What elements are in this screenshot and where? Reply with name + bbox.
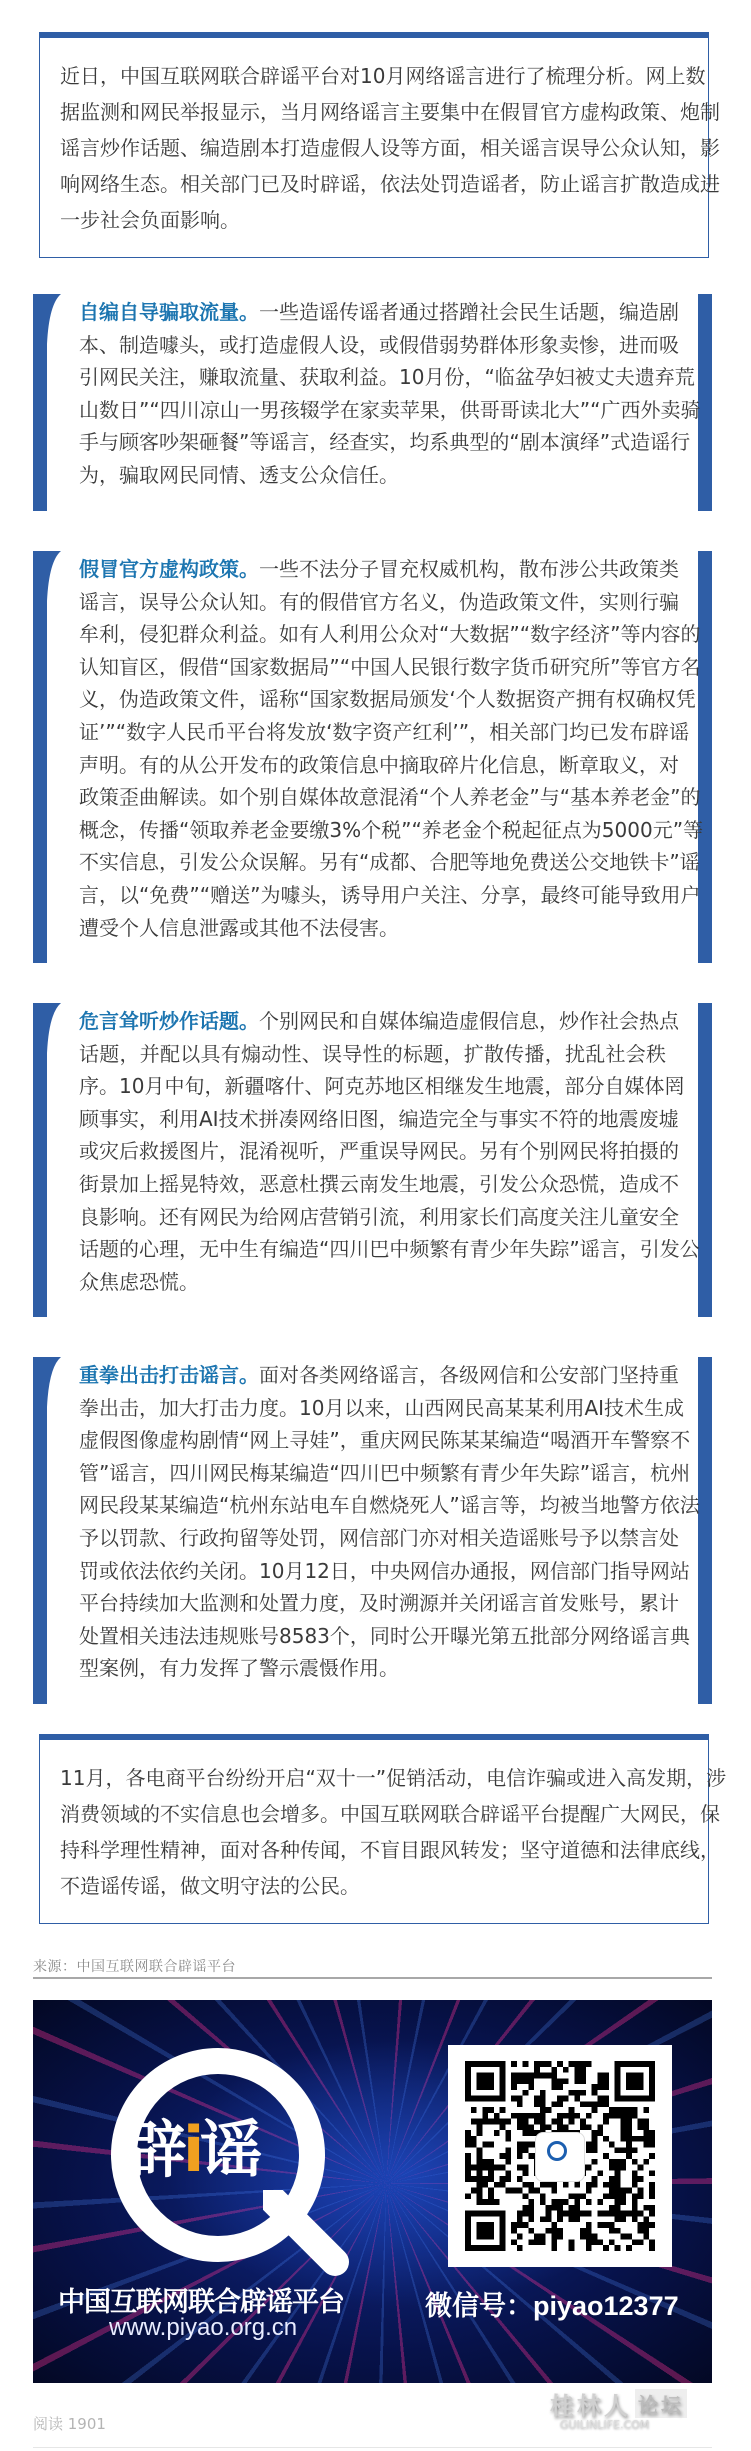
text-line <box>79 1424 691 1457</box>
text-line <box>60 58 706 94</box>
text-line <box>79 1555 690 1588</box>
text-line <box>79 1201 679 1234</box>
line-text: 持科学理性精神，面对各种传闻，不盲目跟风转发；坚守道德和法律底线， <box>60 1838 720 1862</box>
line-text: 消费领域的不实信息也会增多。中国互联网联合辟谣平台提醒广大网民，保 <box>60 1802 720 1826</box>
read-count: 阅读 1901 <box>33 2415 106 2433</box>
section-fake-policy <box>33 551 712 963</box>
text-line <box>79 912 666 945</box>
text-line <box>79 846 700 879</box>
line-text: 不实信息，引发公众误解。另有“成都、合肥等地免费送公交地铁卡”谣 <box>79 850 700 875</box>
line-text: 证’”“数字人民币平台将发放‘数字资产红利’”，相关部门均已发布辟谣 <box>79 719 690 744</box>
text-line <box>60 166 720 202</box>
bottom-divider <box>33 2447 712 2448</box>
left-accent-bar <box>33 1357 47 1704</box>
text-line <box>79 716 690 749</box>
text-line <box>79 879 701 912</box>
line-text: 众焦虑恐慌。 <box>79 1269 199 1294</box>
text-line <box>79 1168 679 1201</box>
line-text: 型案例，有力发挥了警示震慑作用。 <box>79 1656 399 1681</box>
banner-url: www.piyao.org.cn <box>109 2314 298 2341</box>
watermark-logo: 桂林人 论坛 <box>550 2386 687 2421</box>
text-line <box>79 618 701 651</box>
text-line <box>79 426 691 459</box>
outro-text <box>60 1760 727 1904</box>
text-line <box>79 1489 700 1522</box>
text-line <box>79 1038 666 1071</box>
text-line <box>79 814 704 847</box>
text-line <box>79 1392 685 1425</box>
text-line <box>79 683 696 716</box>
piyao-logo: 辟i谣 <box>125 2113 259 2186</box>
text-line <box>79 1620 690 1653</box>
line-text: 序。10月中旬，新疆喀什、阿克苏地区相继发生地震，部分自媒体罔 <box>79 1074 685 1099</box>
right-accent-bar <box>698 1003 712 1317</box>
text-line <box>79 459 666 492</box>
text-line <box>79 781 701 814</box>
line-text: 言，以“免费”“赠送”为噱头，诱导用户关注、分享，最终可能导致用户 <box>79 882 701 907</box>
line-text: 政策歪曲解读。如个别自媒体故意混淆“个人养老金”与“基本养老金”的 <box>79 785 701 810</box>
text-line <box>60 130 720 166</box>
text-line <box>79 651 701 684</box>
text-line <box>79 1359 679 1392</box>
line-text: 不造谣传谣，做文明守法的公民。 <box>60 1874 360 1898</box>
line-text: 予以罚款、行政拘留等处罚，网信部门亦对相关造谣账号予以禁言处 <box>79 1525 679 1550</box>
accent-bar-cap <box>33 551 61 601</box>
text-line <box>79 1652 666 1685</box>
text-line <box>79 1135 679 1168</box>
banner-title: 中国互联网联合辟谣平台 <box>58 2287 344 2318</box>
line-text: 为，骗取网民同情、透支公众信任。 <box>79 462 399 487</box>
line-text: 牟利，侵犯群众利益。如有人利用公众对“大数据”“数字经济”等内容的 <box>79 622 701 647</box>
line-text: 街景加上摇晃特效，恶意杜撰云南发生地震，引发公众恐慌，造成不 <box>79 1171 679 1196</box>
source-label: 来源：中国互联网联合辟谣平台 <box>33 1959 236 1975</box>
text-line <box>79 329 679 362</box>
section-alarmist-topics <box>33 1003 712 1317</box>
line-text: 处置相关违法违规账号8583个，同时公开曝光第五批部分网络谣言典 <box>79 1623 690 1648</box>
line-text: 面对各类网络谣言，各级网信和公安部门坚持重 <box>259 1363 679 1387</box>
line-text: 11月，各电商平台纷纷开启“双十一”促销活动，电信诈骗或进入高发期，涉 <box>60 1766 727 1790</box>
text-line <box>79 749 679 782</box>
line-text: 手与顾客吵架砸餐”等谣言，经查实，均系典型的“剧本演绎”式造谣行 <box>79 430 691 455</box>
divider <box>33 1977 712 1979</box>
section-heading: 假冒官方虚构政策。 <box>79 557 259 581</box>
outro-box <box>39 1734 727 1924</box>
text-line <box>60 202 688 238</box>
right-accent-bar <box>698 1357 712 1704</box>
line-text: 声明。有的从公开发布的政策信息中摘取碎片化信息，断章取义，对 <box>79 752 679 777</box>
intro-text <box>60 58 720 238</box>
text-line <box>60 1796 720 1832</box>
text-line <box>60 1868 688 1904</box>
section-text <box>79 553 704 944</box>
line-text: 引网民关注，赚取流量、获取利益。10月份，“临盆孕妇被丈夫遗弃荒 <box>79 365 695 390</box>
line-text: 或灾后救援图片，混淆视听，严重误导网民。另有个别网民将拍摄的 <box>79 1139 679 1164</box>
piyao-banner-image <box>33 2000 712 2383</box>
line-text: 顾事实，利用AI技术拼凑网络旧图，编造完全与事实不符的地震废墟 <box>79 1106 679 1131</box>
qr-code-icon <box>448 2045 672 2267</box>
text-line <box>79 586 679 619</box>
text-line <box>79 1522 679 1555</box>
line-text: 一步社会负面影响。 <box>60 208 240 232</box>
section-self-directed <box>33 294 712 511</box>
section-heading: 危言耸听炒作话题。 <box>79 1009 259 1033</box>
line-text: 话题的心理，无中生有编造“四川巴中频繁有青少年失踪”谣言，引发公 <box>79 1237 700 1262</box>
watermark-sub: GUILINLIFE.COM <box>560 2418 650 2431</box>
line-text: 义，伪造政策文件，谣称“国家数据局颁发‘个人数据资产拥有权确权凭 <box>79 687 696 712</box>
line-text: 网民段某某编造“杭州东站电车自燃烧死人”谣言等，均被当地警方依法 <box>79 1493 700 1518</box>
line-text: 一些造谣传谣者通过搭蹭社会民生话题，编造剧 <box>259 300 679 324</box>
text-line <box>60 94 720 130</box>
line-text: 拳出击，加大打击力度。10月以来，山西网民高某某利用AI技术生成 <box>79 1395 685 1420</box>
line-text: 个别网民和自媒体编造虚假信息，炒作社会热点 <box>259 1009 679 1033</box>
text-line <box>79 1266 666 1299</box>
text-line <box>79 1103 679 1136</box>
line-text: 响网络生态。相关部门已及时辟谣，依法处罚造谣者，防止谣言扩散造成进 <box>60 172 720 196</box>
line-text: 一些不法分子冒充权威机构，散布涉公共政策类 <box>259 557 679 581</box>
section-text <box>79 296 701 492</box>
accent-bar-cap <box>33 294 61 344</box>
banner-wechat-id: 微信号：piyao12377 <box>425 2291 679 2321</box>
section-heading: 自编自导骗取流量。 <box>79 300 259 324</box>
line-text: 罚或依法依约关闭。10月12日，中央网信办通报，网信部门指导网站 <box>79 1558 690 1583</box>
line-text: 虚假图像虚构剧情“网上寻娃”，重庆网民陈某某编造“喝酒开车警察不 <box>79 1428 691 1453</box>
section-heading: 重拳出击打击谣言。 <box>79 1363 259 1387</box>
left-accent-bar <box>33 551 47 963</box>
line-text: 平台持续加大监测和处置力度，及时溯源并关闭谣言首发账号，累计 <box>79 1591 679 1616</box>
text-line <box>79 1005 679 1038</box>
line-text: 谣言炒作话题、编造剧本打造虚假人设等方面，相关谣言误导公众认知，影 <box>60 136 720 160</box>
qr-center-logo <box>535 2132 585 2182</box>
line-text: 山数日”“四川凉山一男孩辍学在家卖苹果，供哥哥读北大”“广西外卖骑 <box>79 397 701 422</box>
text-line <box>79 296 679 329</box>
text-line <box>79 361 695 394</box>
line-text: 概念，传播“领取养老金要缴3%个税”“养老金个税起征点为5000元”等 <box>79 817 704 842</box>
accent-bar-cap <box>33 1003 61 1053</box>
text-line <box>79 1457 691 1490</box>
line-text: 良影响。还有网民为给网店营销引流，利用家长们高度关注儿童安全 <box>79 1204 679 1229</box>
text-line <box>79 1070 685 1103</box>
line-text: 认知盲区，假借“国家数据局”“中国人民银行数字货币研究所”等官方名 <box>79 654 701 679</box>
text-line <box>79 553 679 586</box>
line-text: 管”谣言，四川网民梅某编造“四川巴中频繁有青少年失踪”谣言，杭州 <box>79 1460 691 1485</box>
section-crackdown <box>33 1357 712 1704</box>
text-line <box>60 1760 727 1796</box>
line-text: 遭受个人信息泄露或其他不法侵害。 <box>79 915 399 940</box>
line-text: 本、制造噱头，或打造虚假人设，或假借弱势群体形象卖惨，进而吸 <box>79 332 679 357</box>
intro-box <box>39 32 720 258</box>
text-line <box>79 1233 700 1266</box>
magnifier-handle <box>263 2190 353 2280</box>
line-text: 话题，并配以具有煽动性、误导性的标题，扩散传播，扰乱社会秩 <box>79 1041 666 1066</box>
line-text: 据监测和网民举报显示，当月网络谣言主要集中在假冒官方虚构政策、炮制 <box>60 100 720 124</box>
text-line <box>60 1832 720 1868</box>
text-line <box>79 1587 679 1620</box>
section-text <box>79 1359 700 1685</box>
text-line <box>79 394 701 427</box>
section-text <box>79 1005 700 1298</box>
accent-bar-cap <box>33 1357 61 1407</box>
line-text: 近日，中国互联网联合辟谣平台对10月网络谣言进行了梳理分析。网上数 <box>60 64 706 88</box>
line-text: 谣言，误导公众认知。有的假借官方名义，伪造政策文件，实则行骗 <box>79 589 679 614</box>
